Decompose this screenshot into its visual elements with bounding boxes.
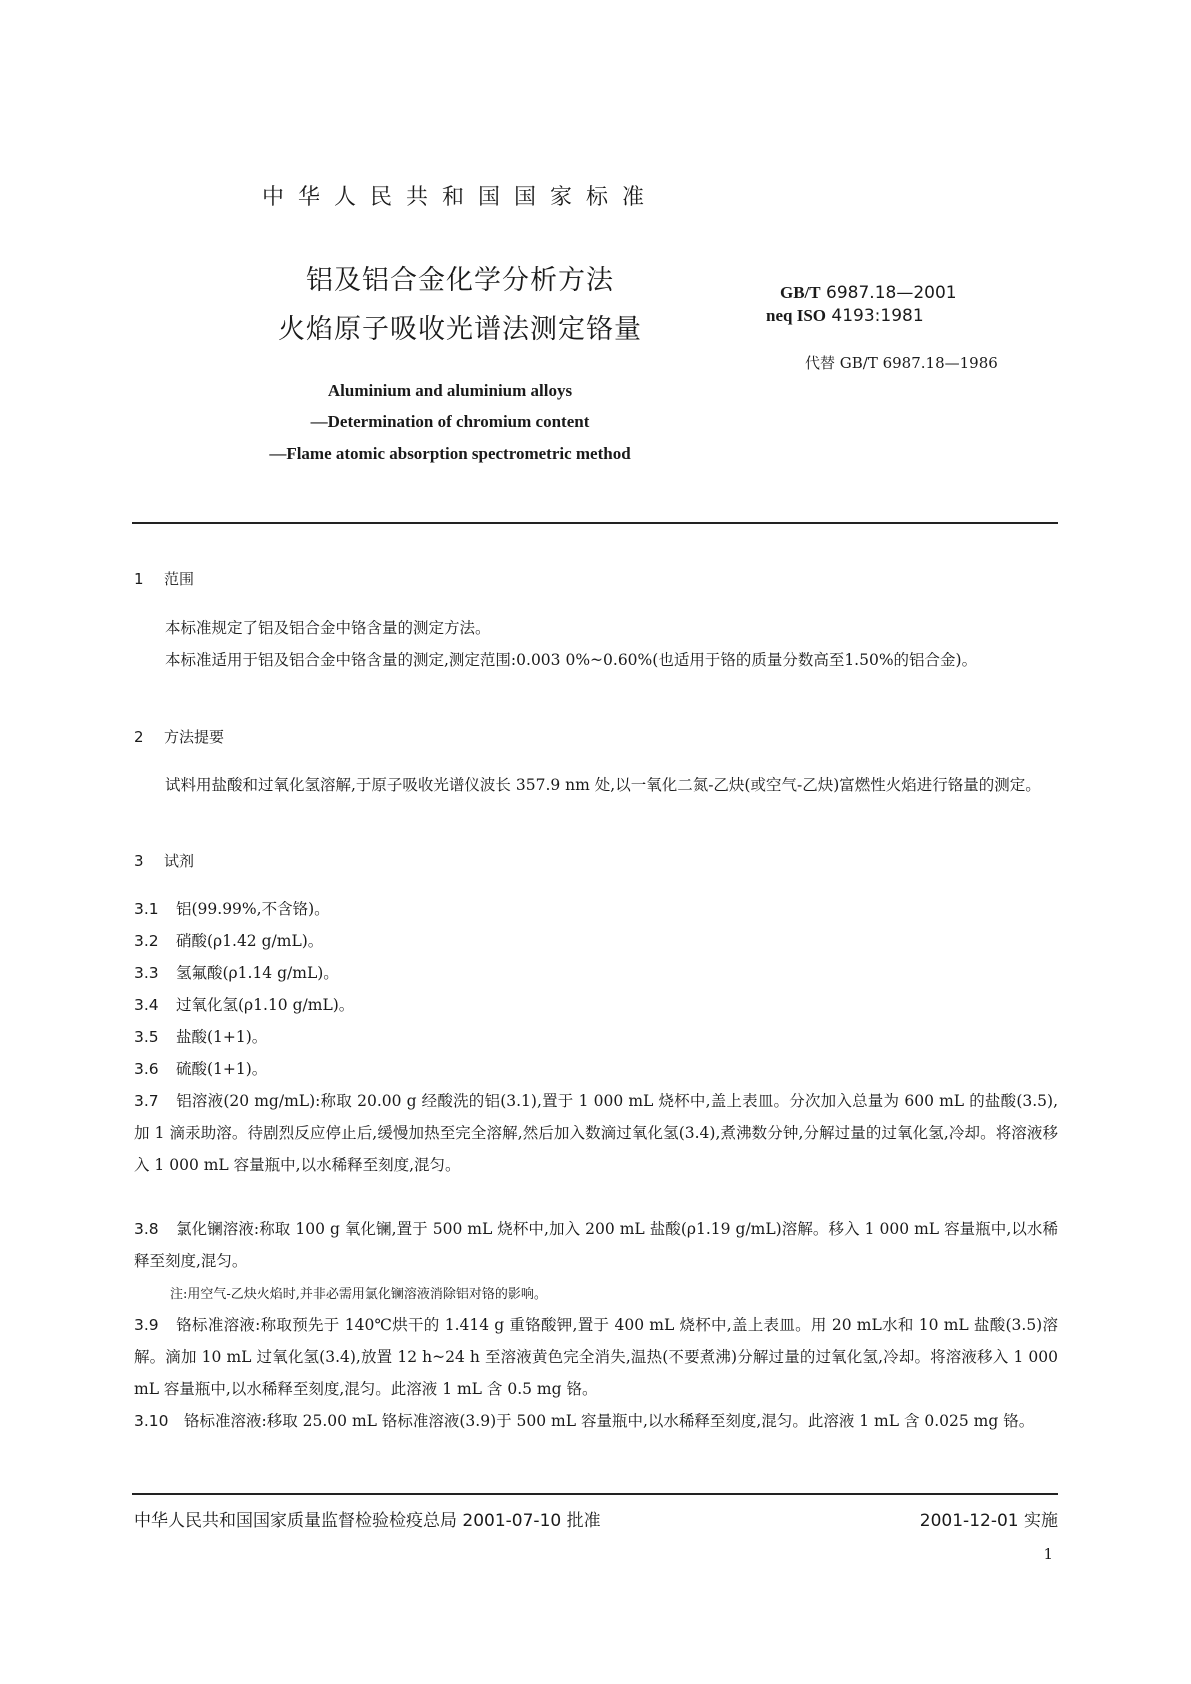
standard-code (780, 283, 957, 303)
header-divider (132, 522, 1058, 524)
reagent-item: 3.4 过氧化氢(ρ1.10 g/mL)。 (134, 996, 355, 1014)
neq-prefix: neq ISO (766, 306, 826, 325)
section-heading-scope: 1 范围 (134, 570, 195, 588)
standard-code-prefix: GB/T (780, 283, 821, 302)
section-heading-method-summary: 2 方法提要 (134, 728, 225, 746)
approval-statement: 中华人民共和国国家质量监督检验检疫总局 2001-07-10 批准 (134, 1511, 601, 1531)
reagent-note: 注:用空气-乙炔火焰时,并非必需用氯化镧溶液消除铝对铬的影响。 (170, 1287, 547, 1302)
title-en-line3: —Flame atomic absorption spectrometric method (269, 444, 631, 463)
section-heading-reagents: 3 试剂 (134, 852, 195, 870)
neq-number: 4193:1981 (831, 306, 924, 326)
reagent-item-chromium-standard: 3.9 铬标准溶液:称取预先于 140℃烘干的 1.414 g 重铬酸钾,置于 400 mL 烧杯中,盖上表皿。用 20 mL水和 10 mL 盐酸(3.5)溶解。滴加 10 mL 过氧化氢(3.4),放置 12 h~24 h 至溶液黄色完全消失,温热(不要煮沸)分解过量的过氧化氢,冷却。将溶液移入 1 000 mL 容量瓶中,以水稀释至刻度,混匀。此溶液 1 mL 含 0.5 mg 铬。 (134, 1316, 1058, 1398)
reagent-item-chromium-standard-dilute: 3.10 铬标准溶液:移取 25.00 mL 铬标准溶液(3.9)于 500 mL 容量瓶中,以水稀释至刻度,混匀。此溶液 1 mL 含 0.025 mg 铬。 (134, 1412, 1035, 1430)
title-en-line2: —Determination of chromium content (310, 412, 590, 431)
reagent-item-lanthanum-chloride: 3.8 氯化镧溶液:称取 100 g 氧化镧,置于 500 mL 烧杯中,加入 200 mL 盐酸(ρ1.19 g/mL)溶解。移入 1 000 mL 容量瓶中,以水稀释至刻度,混匀。 (134, 1220, 1058, 1270)
reagent-item: 3.6 硫酸(1+1)。 (134, 1060, 268, 1078)
reagent-item: 3.5 盐酸(1+1)。 (134, 1028, 268, 1046)
reagent-item: 3.2 硝酸(ρ1.42 g/mL)。 (134, 932, 324, 950)
title-cn-line2: 火焰原子吸收光谱法测定铬量 (278, 314, 642, 345)
standard-code-number: 6987.18—2001 (826, 283, 957, 303)
scope-paragraph-2: 本标准适用于铝及铝合金中铬含量的测定,测定范围:0.003 0%~0.60%(也适用于铬的质量分数高至1.50%的铝合金)。 (165, 651, 978, 669)
page-number: 1 (1043, 1545, 1053, 1563)
method-summary-paragraph: 试料用盐酸和过氧化氢溶解,于原子吸收光谱仪波长 357.9 nm 处,以一氧化二氮-乙炔(或空气-乙炔)富燃性火焰进行铬量的测定。 (165, 776, 1041, 794)
national-standard-heading: 中华人民共和国国家标准 (261, 185, 658, 210)
title-en-line1: Aluminium and aluminium alloys (327, 381, 573, 400)
replaces-standard: 代替 GB/T 6987.18—1986 (805, 354, 998, 372)
footer-divider (132, 1493, 1058, 1495)
neq-reference (766, 306, 924, 326)
implementation-date: 2001-12-01 实施 (919, 1511, 1058, 1531)
reagent-item-aluminium-solution: 3.7 铝溶液(20 mg/mL):称取 20.00 g 经酸洗的铝(3.1),置于 1 000 mL 烧杯中,盖上表皿。分次加入总量为 600 mL 的盐酸(3.5),加 1 滴汞助溶。待剧烈反应停止后,缓慢加热至完全溶解,然后加入数滴过氧化氢(3.4),煮沸数分钟,分解过量的过氧化氢,冷却。将溶液移入 1 000 mL 容量瓶中,以水稀释至刻度,混匀。 (134, 1092, 1058, 1174)
reagent-item: 3.1 铝(99.99%,不含铬)。 (134, 900, 330, 918)
scope-paragraph-1: 本标准规定了铝及铝合金中铬含量的测定方法。 (165, 619, 491, 637)
title-cn-line1: 铝及铝合金化学分析方法 (306, 265, 614, 296)
reagent-item: 3.3 氢氟酸(ρ1.14 g/mL)。 (134, 964, 339, 982)
